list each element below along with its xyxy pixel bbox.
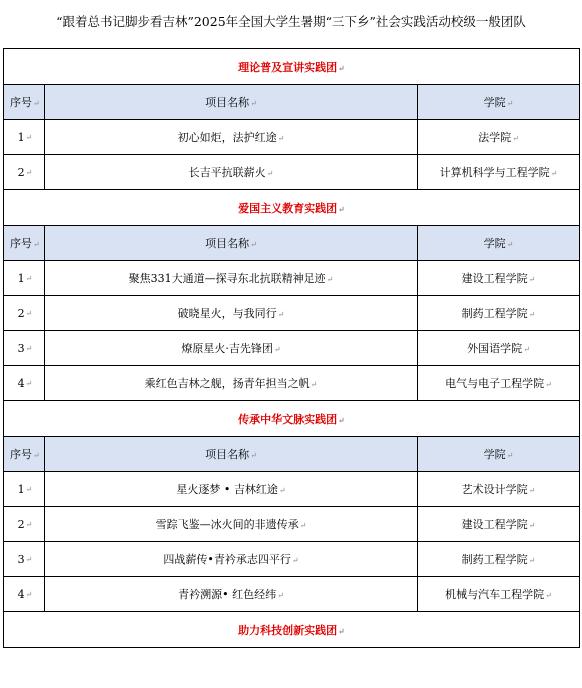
header-college-text: 学院 <box>483 237 506 250</box>
paragraph-mark-icon: ↵ <box>506 239 514 249</box>
row-seq-text: 4 <box>17 376 25 390</box>
row-seq <box>4 577 45 612</box>
header-college <box>418 85 580 120</box>
paragraph-mark-icon: ↵ <box>310 379 318 389</box>
row-seq <box>4 261 45 296</box>
header-college-text: 学院 <box>483 96 506 109</box>
row-seq <box>4 296 45 331</box>
paragraph-mark-icon: ↵ <box>25 590 33 599</box>
row-seq-text: 4 <box>17 587 25 601</box>
row-project-name <box>45 331 418 366</box>
row-project-name-text: 乘红色吉林之舰，扬青年担当之帆 <box>144 377 310 390</box>
row-project-name-text: 长吉平抗联薪火 <box>188 166 266 179</box>
section-title-text: 理论普及宣讲实践团 <box>238 60 338 74</box>
paragraph-mark-icon: ↵ <box>528 555 536 565</box>
row-college-text: 建设工程学院 <box>461 272 528 285</box>
row-project-name-text: 星火逐梦 • 吉林红途 <box>176 483 278 496</box>
paragraph-mark-icon: ↵ <box>266 168 274 178</box>
row-project-name-text: 初心如炬，法护红途 <box>177 131 277 144</box>
row-project-name-text: 四战薪传•青衿承志四平行 <box>163 553 291 566</box>
paragraph-mark-icon: ↵ <box>277 590 284 600</box>
row-college-text: 外国语学院 <box>467 342 523 355</box>
section-title-text: 爱国主义教育实践团 <box>238 201 338 215</box>
row-project-name-text: 青衿溯源• 红色经纬 <box>178 588 277 601</box>
section-title-row <box>4 401 580 437</box>
header-name <box>45 226 418 261</box>
row-project-name <box>45 120 418 155</box>
header-college <box>418 437 580 472</box>
row-seq-text: 1 <box>17 130 25 144</box>
header-college <box>418 226 580 261</box>
paragraph-mark-icon: ↵ <box>326 274 334 284</box>
paragraph-mark-icon: ↵ <box>25 520 33 529</box>
row-seq-text: 2 <box>17 165 25 179</box>
header-seq <box>4 226 45 261</box>
paragraph-mark-icon: ↵ <box>250 450 257 460</box>
table-row <box>4 261 580 296</box>
paragraph-mark-icon: ↵ <box>25 379 33 388</box>
paragraph-mark-icon: ↵ <box>25 485 33 494</box>
row-college-text: 制药工程学院 <box>461 553 528 566</box>
row-project-name <box>45 296 418 331</box>
row-college-text: 艺术设计学院 <box>461 483 528 496</box>
row-project-name-text: 聚焦331大通道—探寻东北抗联精神足迹 <box>128 272 326 285</box>
team-table-body <box>4 49 580 648</box>
paragraph-mark-icon: ↵ <box>506 450 514 460</box>
table-row <box>4 331 580 366</box>
header-seq-text: 序号 <box>10 237 32 250</box>
row-seq-text: 2 <box>17 517 25 531</box>
row-seq <box>4 155 45 190</box>
paragraph-mark-icon: ↵ <box>528 309 536 319</box>
row-project-name-text: 雪踪飞鉴—冰火间的非遗传承 <box>155 518 299 531</box>
header-name <box>45 85 418 120</box>
row-project-name <box>45 507 418 542</box>
paragraph-mark-icon: ↵ <box>338 62 345 73</box>
paragraph-mark-icon: ↵ <box>523 344 530 354</box>
paragraph-mark-icon: ↵ <box>291 555 299 565</box>
row-college <box>418 331 580 366</box>
paragraph-mark-icon: ↵ <box>250 239 257 249</box>
table-row <box>4 120 580 155</box>
row-college-text: 制药工程学院 <box>461 307 528 320</box>
row-seq <box>4 120 45 155</box>
paragraph-mark-icon: ↵ <box>277 133 285 143</box>
table-row <box>4 507 580 542</box>
header-seq <box>4 437 45 472</box>
table-row <box>4 296 580 331</box>
team-table <box>3 48 580 648</box>
paragraph-mark-icon: ↵ <box>338 203 345 214</box>
table-row <box>4 366 580 401</box>
table-header-row <box>4 226 580 261</box>
paragraph-mark-icon: ↵ <box>338 414 345 425</box>
section-title <box>4 401 580 437</box>
paragraph-mark-icon: ↵ <box>25 168 33 177</box>
row-college-text: 建设工程学院 <box>461 518 528 531</box>
paragraph-mark-icon: ↵ <box>33 239 40 249</box>
row-college-text: 法学院 <box>478 131 512 144</box>
header-name-text: 项目名称 <box>205 448 250 461</box>
section-title-row <box>4 49 580 85</box>
section-title-text: 传承中华文脉实践团 <box>238 412 338 426</box>
paragraph-mark-icon: ↵ <box>25 274 33 283</box>
row-college <box>418 507 580 542</box>
header-seq <box>4 85 45 120</box>
row-project-name <box>45 155 418 190</box>
row-project-name <box>45 261 418 296</box>
row-college <box>418 472 580 507</box>
section-title-row <box>4 190 580 226</box>
page-title: “跟着总书记脚步看吉林”2025年全国大学生暑期“三下乡”社会实践活动校级一般团队 <box>56 14 526 29</box>
section-title <box>4 49 580 85</box>
paragraph-mark-icon: ↵ <box>299 520 307 530</box>
table-header-row <box>4 85 580 120</box>
row-project-name <box>45 366 418 401</box>
paragraph-mark-icon: ↵ <box>278 485 286 495</box>
row-college <box>418 577 580 612</box>
paragraph-mark-icon: ↵ <box>338 625 345 636</box>
section-title <box>4 190 580 226</box>
row-college <box>418 261 580 296</box>
paragraph-mark-icon: ↵ <box>25 309 33 318</box>
row-project-name <box>45 577 418 612</box>
paragraph-mark-icon: ↵ <box>25 555 33 564</box>
row-seq <box>4 507 45 542</box>
row-project-name-text: 燎原星火·吉先锋团 <box>181 342 273 355</box>
paragraph-mark-icon: ↵ <box>512 133 519 143</box>
paragraph-mark-icon: ↵ <box>528 485 536 495</box>
header-name-text: 项目名称 <box>205 237 250 250</box>
paragraph-mark-icon: ↵ <box>545 590 552 600</box>
header-seq-text: 序号 <box>10 448 32 461</box>
row-project-name-text: 破晓星火，与我同行 <box>177 307 277 320</box>
table-row <box>4 542 580 577</box>
paragraph-mark-icon: ↵ <box>528 274 536 284</box>
row-college <box>418 296 580 331</box>
row-seq-text: 2 <box>17 306 25 320</box>
header-name-text: 项目名称 <box>205 96 250 109</box>
section-title-row <box>4 612 580 648</box>
row-college <box>418 120 580 155</box>
row-college <box>418 542 580 577</box>
table-row <box>4 577 580 612</box>
header-name <box>45 437 418 472</box>
row-project-name <box>45 472 418 507</box>
row-seq-text: 1 <box>17 482 25 496</box>
section-title-text: 助力科技创新实践团 <box>238 623 338 637</box>
paragraph-mark-icon: ↵ <box>545 379 552 389</box>
section-title <box>4 612 580 648</box>
paragraph-mark-icon: ↵ <box>506 98 514 108</box>
row-seq <box>4 331 45 366</box>
paragraph-mark-icon: ↵ <box>25 133 33 142</box>
row-seq <box>4 542 45 577</box>
table-row <box>4 472 580 507</box>
row-college-text: 机械与汽车工程学院 <box>445 588 545 601</box>
table-row <box>4 155 580 190</box>
row-project-name <box>45 542 418 577</box>
paragraph-mark-icon: ↵ <box>25 344 33 353</box>
row-seq-text: 3 <box>17 341 25 355</box>
paragraph-mark-icon: ↵ <box>528 520 536 530</box>
header-college-text: 学院 <box>483 448 506 461</box>
row-seq <box>4 366 45 401</box>
paragraph-mark-icon: ↵ <box>33 450 40 460</box>
row-college-text: 电气与电子工程学院 <box>445 377 545 390</box>
table-header-row <box>4 437 580 472</box>
row-seq-text: 1 <box>17 271 25 285</box>
paragraph-mark-icon: ↵ <box>277 309 285 319</box>
row-college <box>418 366 580 401</box>
paragraph-mark-icon: ↵ <box>550 168 558 178</box>
row-college-text: 计算机科学与工程学院 <box>439 166 550 179</box>
row-seq-text: 3 <box>17 552 25 566</box>
paragraph-mark-icon: ↵ <box>273 344 281 354</box>
row-seq <box>4 472 45 507</box>
paragraph-mark-icon: ↵ <box>33 98 40 108</box>
header-seq-text: 序号 <box>10 96 32 109</box>
paragraph-mark-icon: ↵ <box>250 98 257 108</box>
row-college <box>418 155 580 190</box>
